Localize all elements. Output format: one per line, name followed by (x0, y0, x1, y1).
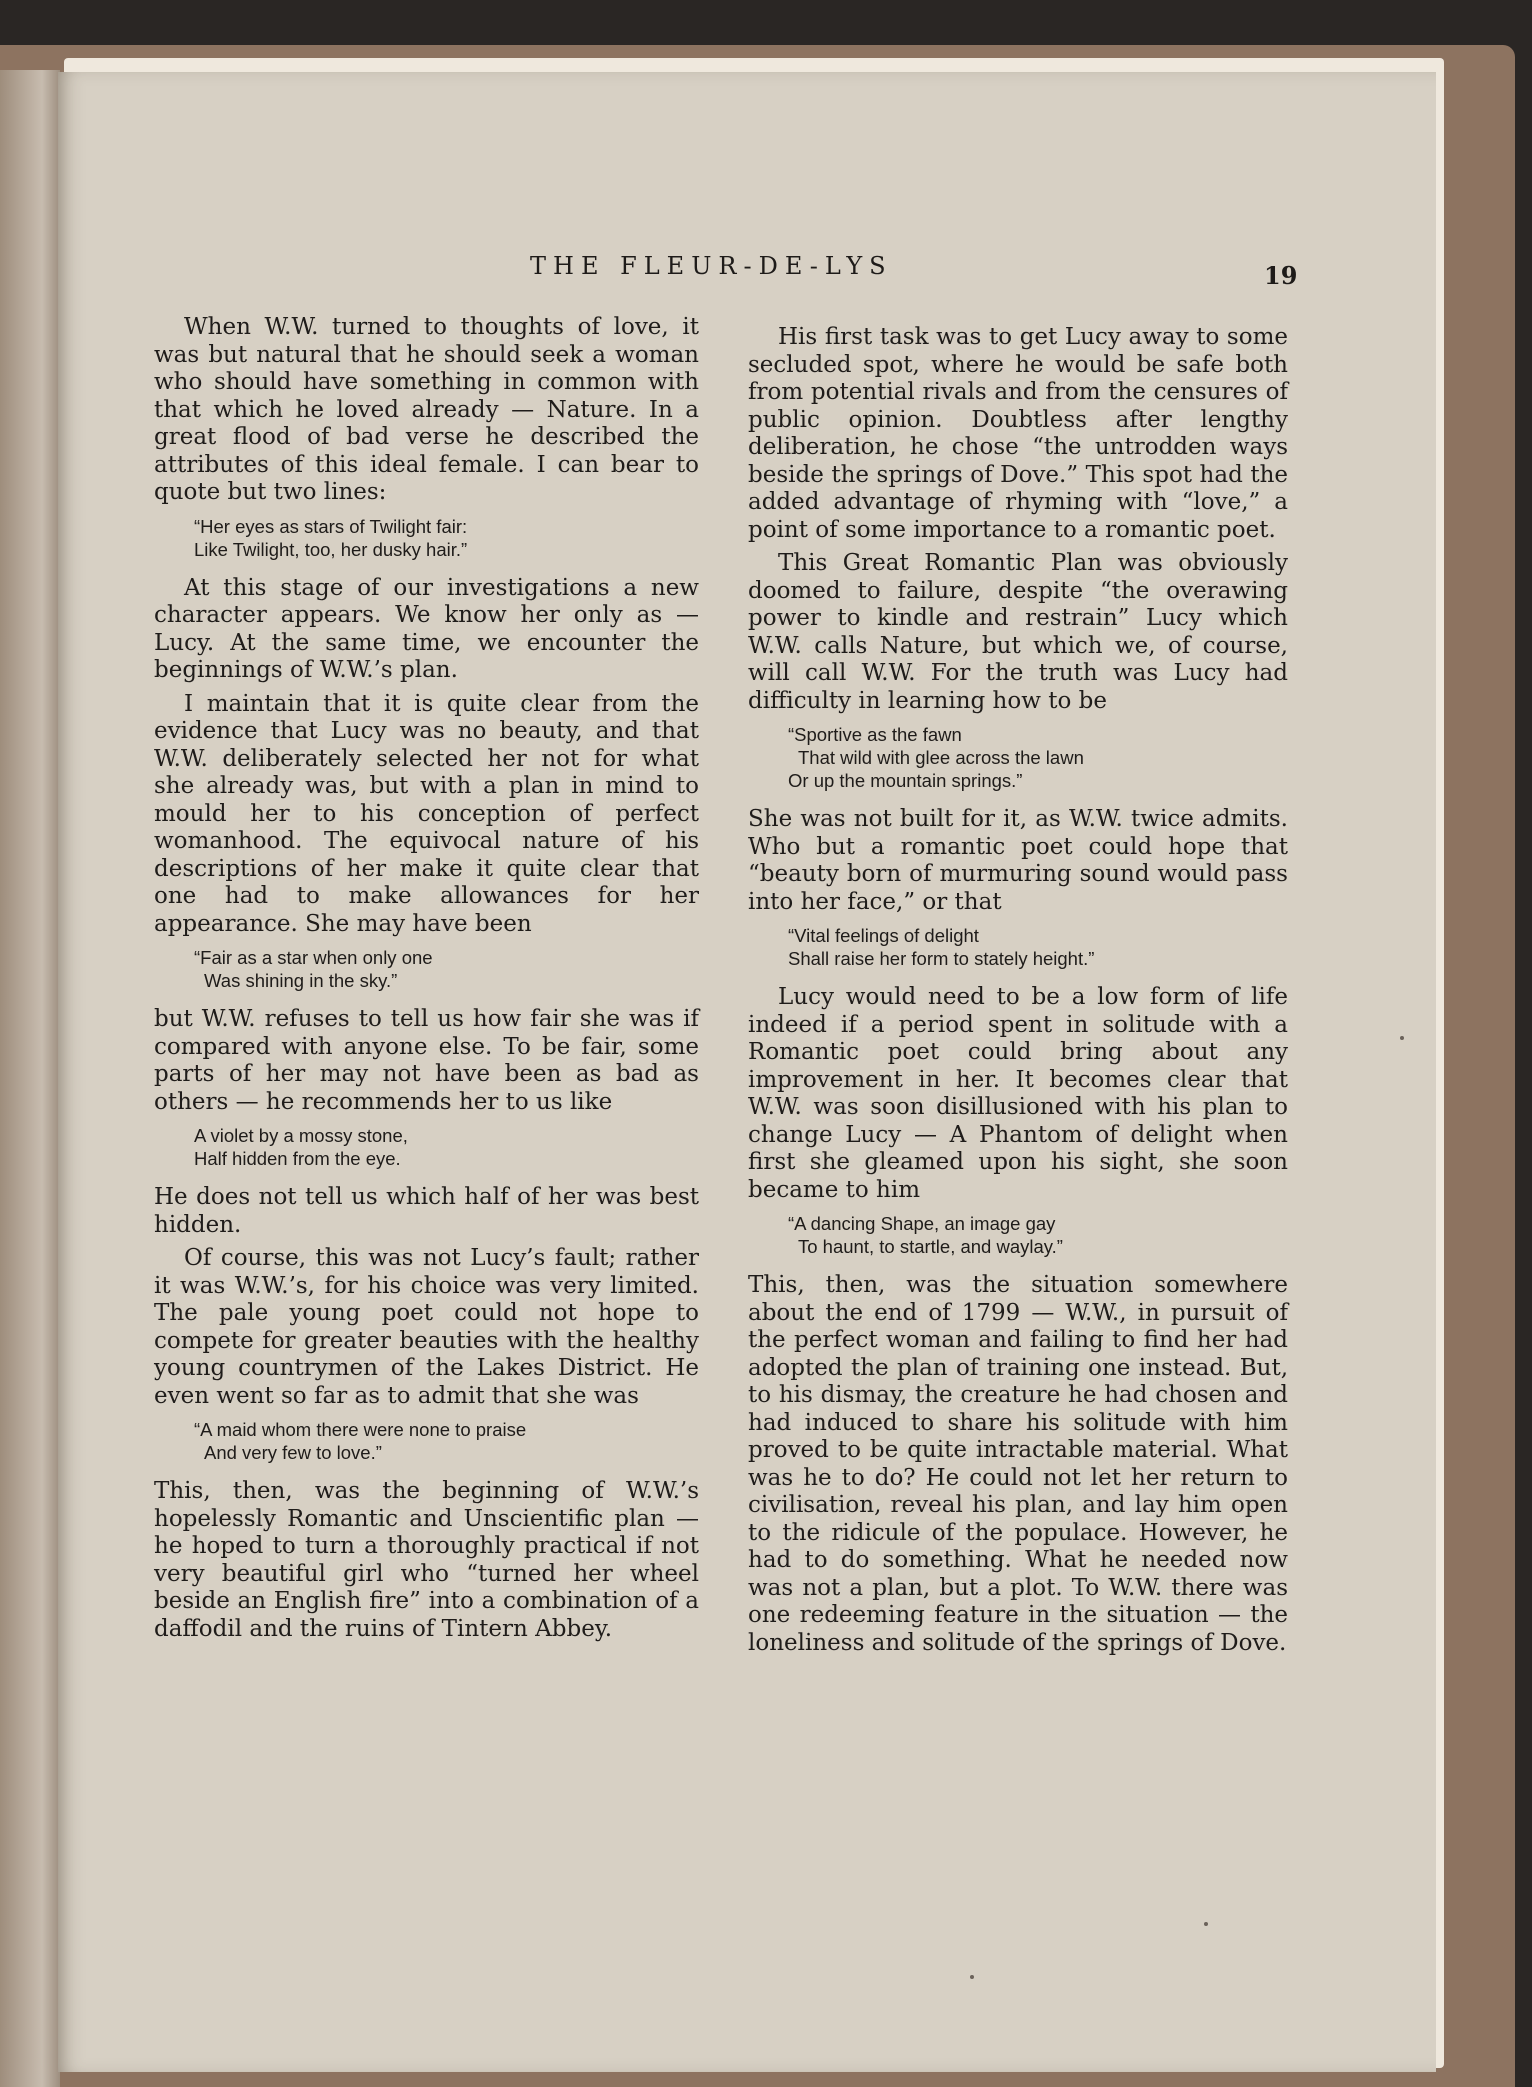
paragraph: This, then, was the beginning of W.W.’s hopelessly Romantic and Unscientific plan — he hoped to turn a thoroughly practical if not very beautiful girl who “turned her wheel beside an English fire” into a combination of a daffodil and the ruins of Tintern Abbey. (154, 1478, 699, 1642)
paper-speck (1204, 1922, 1208, 1926)
verse-quote (788, 924, 1288, 970)
paragraph: This Great Romantic Plan was obviously doomed to failure, despite “the overawing power to kindle and restrain” Lucy which W.W. calls Nature, but which we, of course, will call W.W. For the truth was Lucy had difficulty in learning how to be (748, 550, 1288, 714)
paragraph: Of course, this was not Lucy’s fault; rather it was W.W.’s, for his choice was very limited. The pale young poet could not hope to compete for greater beauties with the healthy young countrymen of the Lakes District. He even went so far as to admit that she was (154, 1245, 699, 1409)
paragraph: When W.W. turned to thoughts of love, it was but natural that he should seek a woman who should have something in common with that which he loved already — Nature. In a great flood of bad verse he described the attributes of this ideal female. I can bear to quote but two lines: (154, 314, 699, 505)
paragraph: He does not tell us which half of her was best hidden. (154, 1184, 699, 1238)
running-head: THE FLEUR-DE-LYS (530, 252, 893, 280)
verse-line: “Her eyes as stars of Twilight fair: (194, 515, 468, 537)
right-column (748, 324, 1288, 1663)
verse-line: Shall raise her form to stately height.” (788, 948, 1095, 969)
verse-quote (194, 1124, 699, 1170)
verse-line: And very few to love.” (204, 1442, 382, 1463)
left-column (154, 314, 699, 1649)
verse-line: A violet by a mossy stone, (194, 1125, 408, 1146)
paper-speck (970, 1975, 974, 1979)
verse-quote (194, 515, 699, 561)
verse-line: “A dancing Shape, an image gay (788, 1213, 1056, 1234)
verse-line: “Fair as a star when only one (194, 947, 433, 968)
verse-quote (194, 946, 699, 992)
verse-line: That wild with glee across the lawn (798, 747, 1084, 768)
verse-line: “A maid whom there were none to praise (194, 1419, 527, 1440)
verse-quote (788, 1212, 1288, 1258)
paragraph: but W.W. refuses to tell us how fair she was if compared with anyone else. To be fair, some parts of her may not have been as bad as others — he recommends her to us like (154, 1006, 699, 1115)
paragraph: Lucy would need to be a low form of life indeed if a period spent in solitude with a Romantic poet could bring about any improvement in her. It becomes clear that W.W. was soon disillusioned with his plan to change Lucy — A Phantom of delight when first she gleamed upon his sight, she soon became to him (748, 984, 1288, 1203)
verse-line: Or up the mountain springs.” (788, 770, 1023, 791)
verse-quote (194, 1418, 699, 1464)
paragraph: His first task was to get Lucy away to some secluded spot, where he would be safe both from potential rivals and from the censures of public opinion. Doubtless after lengthy deliberation, he chose “the untrodden ways beside the springs of Dove.” This spot had the added advantage of rhyming with “love,” a point of some importance to a romantic poet. (748, 324, 1288, 543)
verse-line: Was shining in the sky.” (204, 970, 398, 991)
paragraph: This, then, was the situation somewhere about the end of 1799 — W.W., in pursuit of the perfect woman and failing to find her had adopted the plan of training one instead. But, to his dismay, the creature he had chosen and had induced to share his solitude with him proved to be quite intractable material. What was he to do? He could not let her return to civilisation, reveal his plan, and lay him open to the ridicule of the populace. However, he had to do something. What he needed now was not a plan, but a plot. To W.W. there was one redeeming feature in the situation — the loneliness and solitude of the springs of Dove. (748, 1272, 1288, 1656)
previous-page-edge (0, 70, 60, 2087)
verse-line: To haunt, to startle, and waylay.” (798, 1236, 1063, 1257)
paragraph: She was not built for it, as W.W. twice admits. Who but a romantic poet could hope that “beauty born of murmuring sound would pass into her face,” or that (748, 806, 1288, 915)
page-number: 19 (1264, 261, 1298, 290)
paragraph: At this stage of our investigations a new character appears. We know her only as — Lucy. At the same time, we encounter the beginnings of W.W.’s plan. (154, 574, 699, 683)
paragraph: I maintain that it is quite clear from the evidence that Lucy was no beauty, and that W.W. deliberately selected her not for what she already was, but with a plan in mind to mould her to his conception of perfect womanhood. The equivocal nature of his descriptions of her make it quite clear that one had to make allowances for her appearance. She may have been (154, 690, 699, 937)
verse-line: “Sportive as the fawn (788, 724, 962, 745)
verse-line: “Vital feelings of delight (788, 925, 979, 946)
verse-quote (788, 723, 1288, 792)
verse-line: Half hidden from the eye. (194, 1148, 401, 1169)
verse-line: Like Twilight, too, her dusky hair.” (194, 538, 468, 560)
paper-speck (1400, 1036, 1404, 1040)
